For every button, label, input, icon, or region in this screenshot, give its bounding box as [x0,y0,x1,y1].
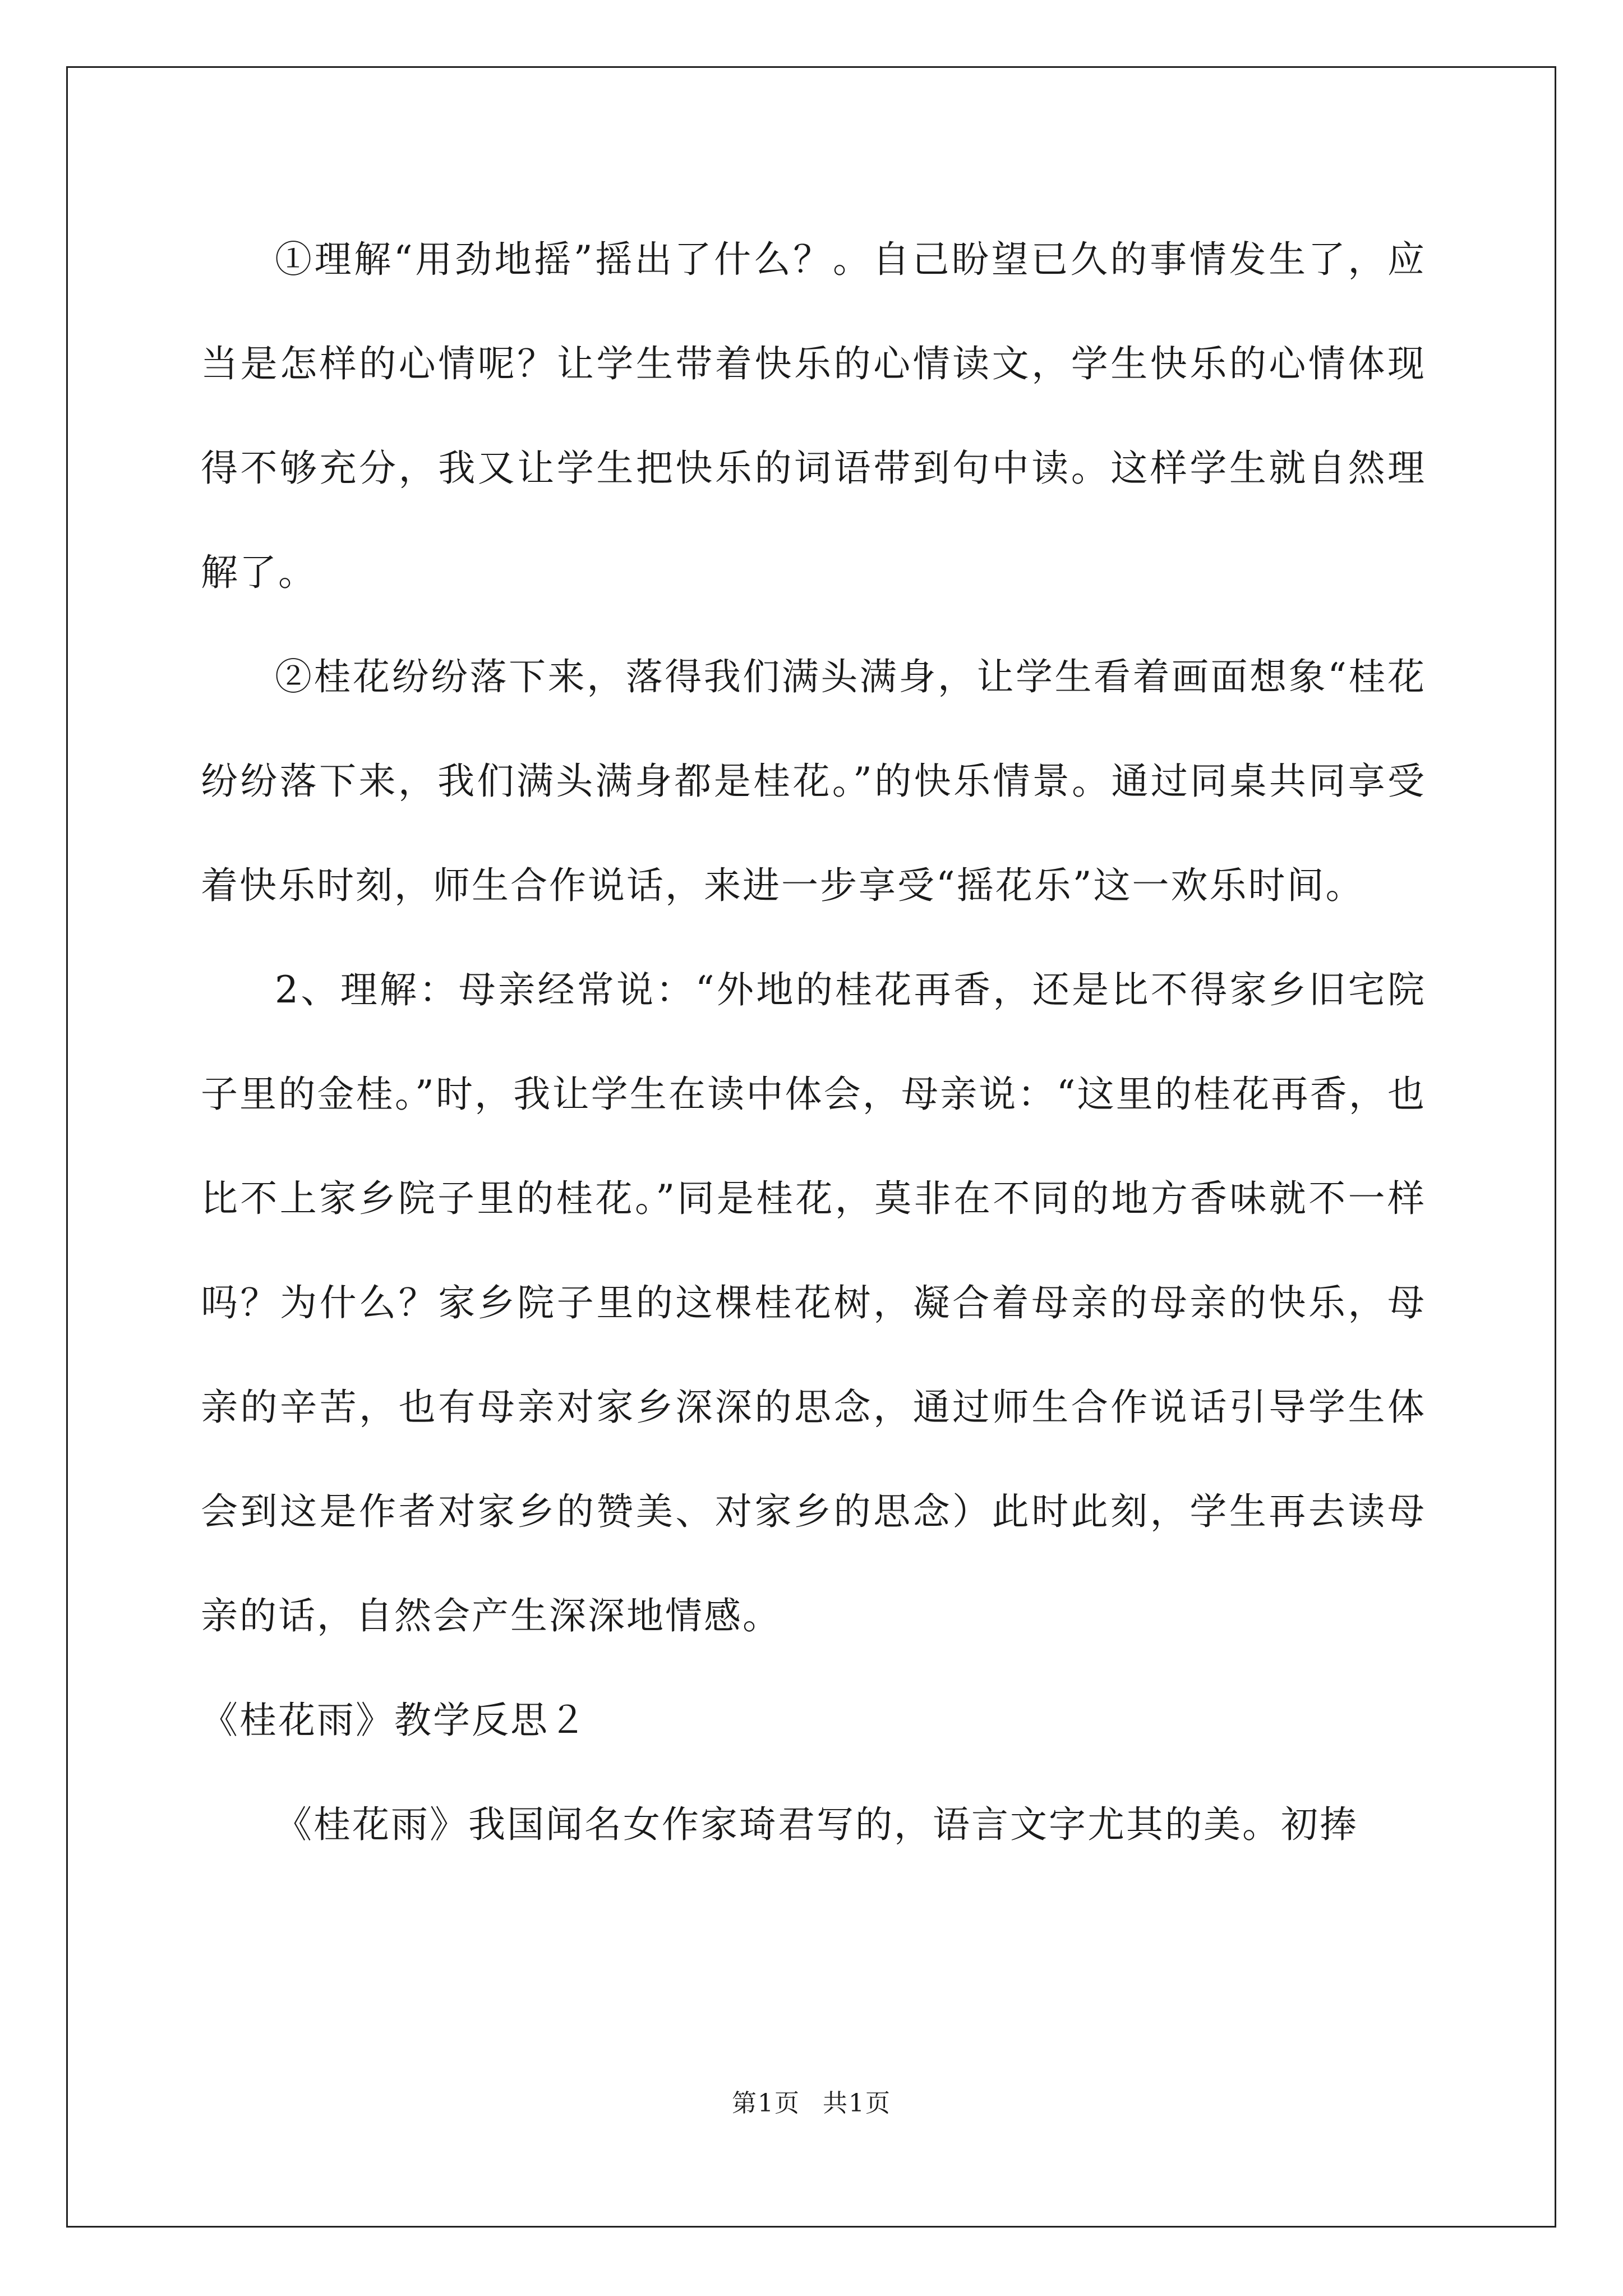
document-body [201,208,1426,1877]
paragraph-2: ②桂花纷纷落下来，落得我们满头满身，让学生看着画面想象“桂花纷纷落下来，我们满头满身都是桂花。”的快乐情景。通过同桌共同享受着快乐时刻，师生合作说话，来进一步享受“摇花乐”这一欢乐时间。 [201,655,1426,907]
page-number-total: 共1页 [823,2089,891,2118]
page-footer [0,2087,1623,2120]
paragraph-4: 《桂花雨》我国闻名女作家琦君写的，语言文字尤其的美。初捧 [275,1803,1358,1846]
paragraph-1: ①理解“用劲地摇”摇出了什么？。自己盼望已久的事情发生了，应当是怎样的心情呢？让学生带着快乐的心情读文，学生快乐的心情体现得不够充分，我又让学生把快乐的词语带到句中读。这样学生就自然理解了。 [201,238,1426,594]
paragraph-3: 2、理解：母亲经常说：“外地的桂花再香，还是比不得家乡旧宅院子里的金桂。”时，我让学生在读中体会，母亲说：“这里的桂花再香，也比不上家乡院子里的桂花。”同是桂花，莫非在不同的地方香味就不一样吗？为什么？家乡院子里的这棵桂花树，凝合着母亲的母亲的快乐，母亲的辛苦，也有母亲对家乡深深的思念，通过师生合作说话引导学生体会到这是作者对家乡的赞美、对家乡的思念）此时此刻，学生再去读母亲的话，自然会产生深深地情感。 [201,968,1426,1637]
section-heading: 《桂花雨》教学反思２ [201,1699,588,1742]
page-number-current: 第1页 [732,2089,800,2118]
